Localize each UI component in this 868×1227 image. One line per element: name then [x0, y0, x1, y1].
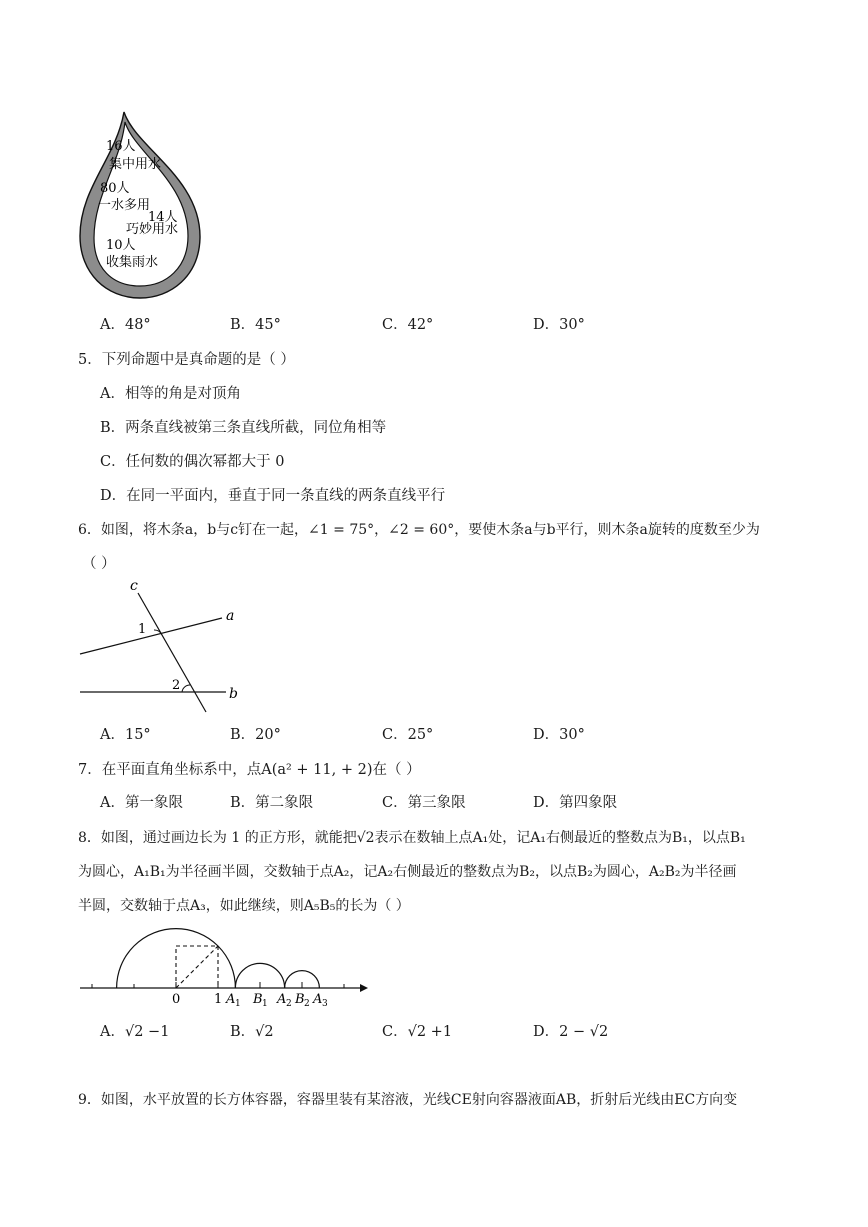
- q6-figure: [76, 578, 246, 718]
- q5-option-b: B．两条直线被第三条直线所截，同位角相等: [100, 420, 387, 436]
- q6-label-angle1: 1: [138, 622, 147, 637]
- q8-label-a2-sub: 2: [286, 999, 292, 1009]
- q8-label-b1: B: [253, 992, 263, 1007]
- q8-option-c: C．√2 +1: [382, 1024, 453, 1040]
- q5-option-d: D．在同一平面内，垂直于同一条直线的两条直线平行: [100, 488, 446, 504]
- q8-label-a2: A: [277, 992, 287, 1007]
- q7-option-d: D．第四象限: [533, 795, 618, 811]
- q8-label-a3-sub: 3: [322, 999, 328, 1009]
- q5-option-c: C．任何数的偶次幂都大于 0: [100, 454, 285, 470]
- q4-option-b: B．45°: [230, 317, 281, 333]
- q6-stem-line2: （ ）: [82, 556, 116, 572]
- water-drop-figure: [76, 108, 206, 300]
- q8-option-b: B．√2: [230, 1024, 274, 1040]
- q7-option-b: B．第二象限: [230, 795, 314, 811]
- drop-label-14: 14人: [148, 210, 178, 225]
- q6-label-c: c: [130, 578, 138, 594]
- drop-label-10: 10人: [106, 238, 136, 253]
- drop-label-jizhong: 集中用水: [109, 157, 162, 172]
- q6-label-b: b: [229, 686, 238, 702]
- drop-label-80: 80人: [100, 181, 130, 196]
- q5-option-a: A．相等的角是对顶角: [100, 386, 241, 402]
- q4-option-d: D．30°: [533, 317, 585, 333]
- q7-option-c: C．第三象限: [382, 795, 466, 811]
- q8-label-a3: A: [313, 992, 323, 1007]
- q8-option-d: D．2 − √2: [533, 1024, 609, 1040]
- q4-option-c: C．42°: [382, 317, 434, 333]
- q8-label-zero: 0: [172, 992, 181, 1007]
- q8-line3: 半圆，交数轴于点A₃，如此继续，则A₅B₅的长为（ ）: [78, 898, 410, 914]
- q6-option-c: C．25°: [382, 727, 434, 743]
- q7-stem: 7．在平面直角坐标系中，点A(a² + 11, + 2)在（ ）: [78, 762, 421, 778]
- drop-label-yishui: 一水多用: [98, 198, 151, 213]
- q6-label-a: a: [226, 608, 235, 624]
- q8-line1: 8．如图，通过画边长为 1 的正方形，就能把√2表示在数轴上点A₁处，记A₁右侧最近的整数点为B₁，以点B₁: [78, 830, 746, 846]
- q8-option-a: A．√2 −1: [100, 1024, 170, 1040]
- q6-option-d: D．30°: [533, 727, 585, 743]
- q4-option-a: A．48°: [100, 317, 151, 333]
- q8-number-line-figure: [76, 922, 376, 1012]
- q8-label-b1-sub: 1: [262, 999, 268, 1009]
- drop-label-16: 16人: [106, 139, 136, 154]
- q6-option-b: B．20°: [230, 727, 281, 743]
- q7-option-a: A．第一象限: [100, 795, 183, 811]
- q6-label-angle2: 2: [172, 678, 181, 693]
- q8-label-b2: B: [295, 992, 305, 1007]
- q6-stem-line1: 6．如图，将木条a，b与c钉在一起，∠1 = 75°，∠2 = 60°，要使木条a与b平行，则木条a旋转的度数至少为: [78, 522, 760, 538]
- q8-label-one: 1: [214, 992, 223, 1007]
- q8-label-b2-sub: 2: [304, 999, 310, 1009]
- q5-stem: 5．下列命题中是真命题的是（ ）: [78, 352, 295, 368]
- q9-line1: 9．如图，水平放置的长方体容器，容器里装有某溶液，光线CE射向容器液面AB，折射后光线由EC方向变: [78, 1092, 738, 1108]
- q6-option-a: A．15°: [100, 727, 151, 743]
- q8-line2: 为圆心，A₁B₁为半径画半圆，交数轴于点A₂，记A₂右侧最近的整数点为B₂，以点B₂为圆心，A₂B₂为半径画: [78, 864, 737, 880]
- drop-label-qiaomiao: 巧妙用水: [126, 222, 179, 237]
- drop-label-shouji: 收集雨水: [106, 255, 159, 270]
- q8-label-a1-sub: 1: [235, 999, 241, 1009]
- q8-label-a1: A: [226, 992, 236, 1007]
